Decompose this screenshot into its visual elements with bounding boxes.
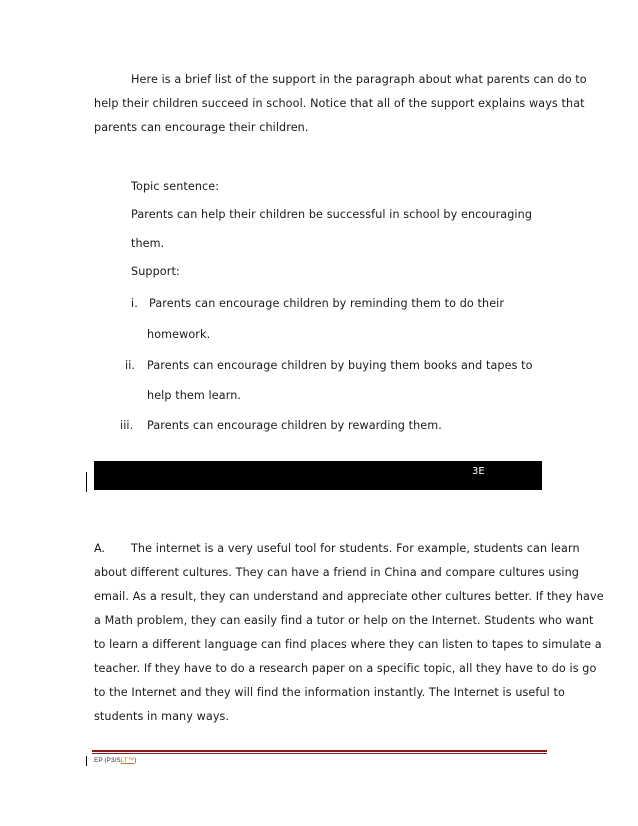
footer-rule — [92, 753, 547, 754]
topic-sentence-label: Topic sentence: — [131, 180, 220, 193]
support-item-1-line-1: Parents can encourage children by reminding them to do their — [149, 297, 505, 310]
paragraph-a-line-4: a Math problem, they can easily find a tutor or help on the Internet. Students who want — [94, 614, 594, 627]
footer-margin-mark — [86, 756, 87, 766]
topic-sentence-line-1: Parents can help their children be successful in school by encouraging — [131, 208, 533, 221]
topic-sentence-line-2: them. — [131, 237, 165, 250]
paragraph-a-line-6: teacher. If they have to do a research paper on a specific topic, all they have to do is go — [94, 662, 597, 675]
support-item-marker: ii. — [125, 359, 136, 372]
footer-link[interactable]: LT™ — [120, 757, 135, 764]
support-label: Support: — [131, 265, 180, 278]
support-item-marker: i. — [131, 297, 138, 310]
support-item-marker: iii. — [120, 419, 134, 432]
paragraph-a-line-1: The internet is a very useful tool for students. For example, students can learn — [131, 542, 580, 555]
left-margin-mark — [86, 472, 87, 492]
paragraph-a-line-8: students in many ways. — [94, 710, 230, 723]
footer-suffix: ) — [134, 757, 137, 764]
intro-line-3: parents can encourage their children. — [94, 121, 309, 134]
intro-line-1: Here is a brief list of the support in the paragraph about what parents can do to — [131, 73, 587, 86]
support-item-2-line-2: help them learn. — [147, 389, 242, 402]
support-item-1-line-2: homework. — [147, 328, 211, 341]
paragraph-a-line-5: to learn a different language can find places where they can listen to tapes to simulate a — [94, 638, 602, 651]
paragraph-a-line-3: email. As a result, they can understand and appreciate other cultures better. If they have — [94, 590, 604, 603]
paragraph-a-line-2: about different cultures. They can have a friend in China and compare cultures using — [94, 566, 579, 579]
footer-rule — [92, 750, 547, 752]
paragraph-a-line-7: to the Internet and they will find the information instantly. The Internet is useful to — [94, 686, 565, 699]
support-item-3-line-1: Parents can encourage children by rewarding them. — [147, 419, 442, 432]
footer-text — [94, 757, 136, 764]
support-item-2-line-1: Parents can encourage children by buying them books and tapes to — [147, 359, 533, 372]
paragraph-a-marker: A. — [94, 542, 106, 555]
footer-prefix: EP (P3/S — [94, 757, 121, 764]
section-banner-label: 3E — [472, 466, 485, 477]
intro-line-2: help their children succeed in school. Notice that all of the support explains ways that — [94, 97, 585, 110]
